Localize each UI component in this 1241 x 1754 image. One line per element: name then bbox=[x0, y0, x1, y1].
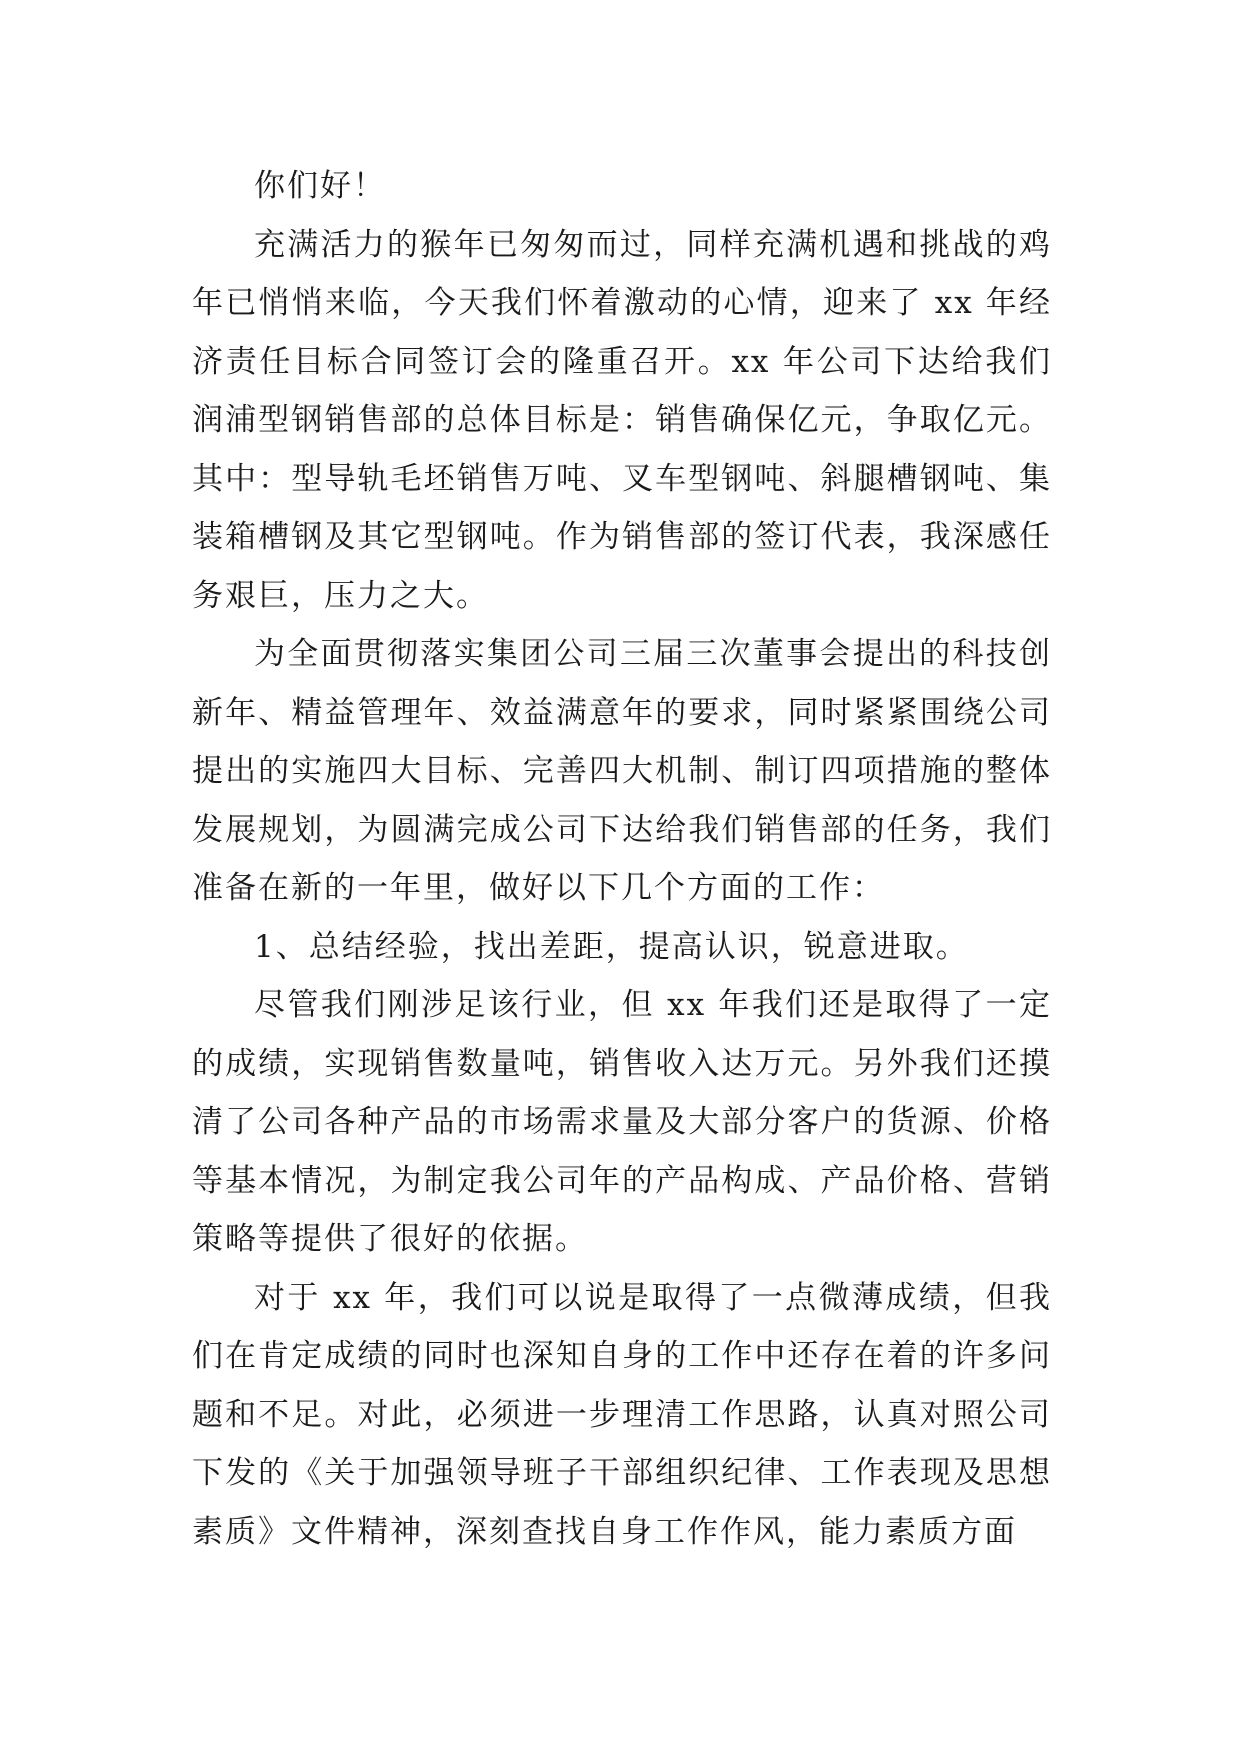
section-heading: 1、总结经验，找出差距，提高认识，锐意进取。 bbox=[254, 928, 969, 965]
greeting-paragraph: 你们好！ bbox=[254, 168, 386, 204]
body-paragraph: 充满活力的猴年已匆匆而过，同样充满机遇和挑战的鸡年已悄悄来临，今天我们怀着激动的心情，迎来了 xx 年经济责任目标合同签订会的隆重召开。xx 年公司下达给我们润浦型钢销售部的总体目标是：销售确保亿元，争取亿元。其中：型导轨毛坯销售万吨、叉车型钢吨、斜腿槽钢吨、集装箱槽钢及其它型钢吨。作为销售部的签订代表，我深感任务艰巨，压力之大。 bbox=[192, 226, 1052, 614]
document-body bbox=[192, 157, 1052, 1561]
body-paragraph: 为全面贯彻落实集团公司三届三次董事会提出的科技创新年、精益管理年、效益满意年的要求，同时紧紧围绕公司提出的实施四大目标、完善四大机制、制订四项措施的整体发展规划，为圆满完成公司下达给我们销售部的任务，我们准备在新的一年里，做好以下几个方面的工作： bbox=[192, 636, 1052, 906]
body-paragraph: 尽管我们刚涉足该行业，但 xx 年我们还是取得了一定的成绩，实现销售数量吨，销售收入达万元。另外我们还摸清了公司各种产品的市场需求量及大部分客户的货源、价格等基本情况，为制定我公司年的产品构成、产品价格、营销策略等提供了很好的依据。 bbox=[192, 987, 1052, 1257]
body-paragraph: 对于 xx 年，我们可以说是取得了一点微薄成绩，但我们在肯定成绩的同时也深知自身的工作中还存在着的许多问题和不足。对此，必须进一步理清工作思路，认真对照公司下发的《关于加强领导班子干部组织纪律、工作表现及思想素质》文件精神，深刻查找自身工作作风，能力素质方面 bbox=[192, 1279, 1052, 1550]
